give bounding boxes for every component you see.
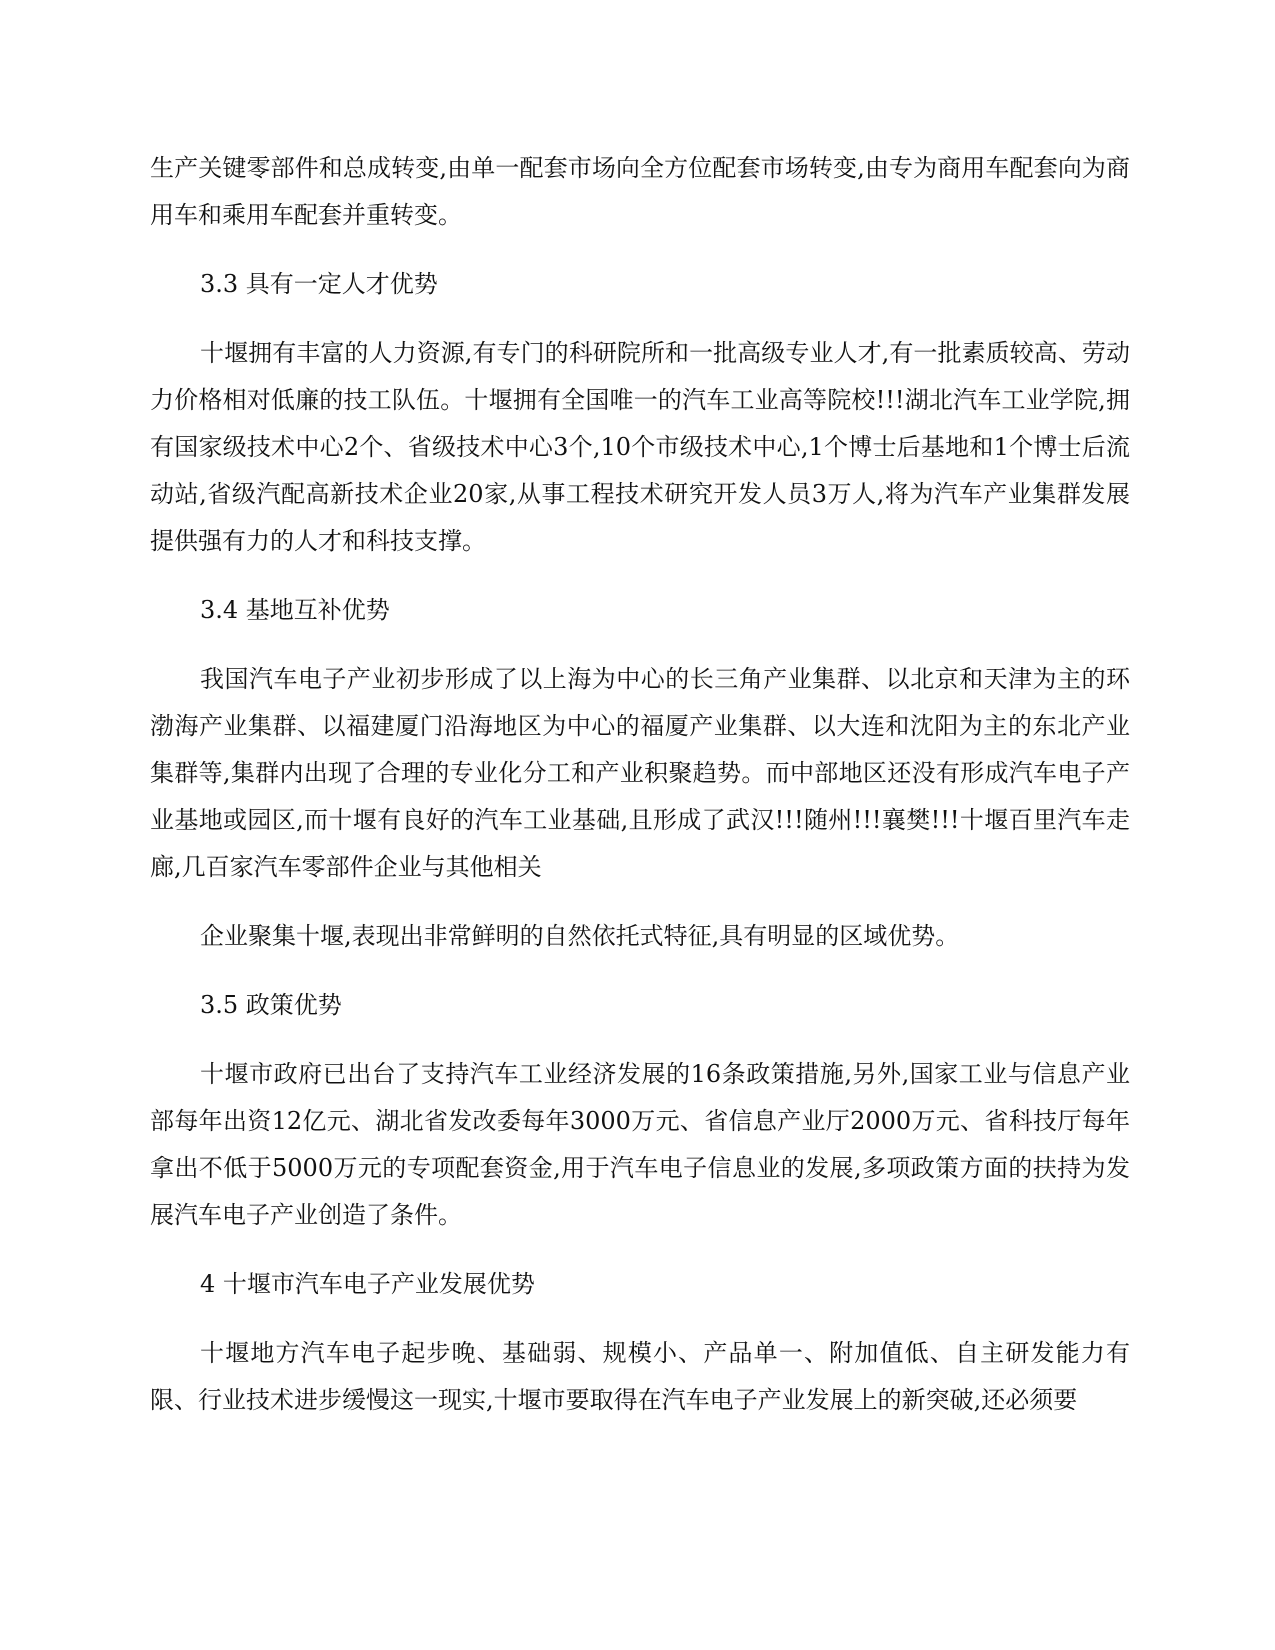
section-heading-3-5: 3.5 政策优势 [200,991,342,1019]
paragraph-talent: 十堰拥有丰富的人力资源,有专门的科研院所和一批高级专业人才,有一批素质较高、劳动力价格相对低廉的技工队伍。十堰拥有全国唯一的汽车工业高等院校!!!湖北汽车工业学院,拥有国家级技术中心2个、省级技术中心3个,10个市级技术中心,1个博士后基地和1个博士后流动站,省级汽配高新技术企业20家,从事工程技术研究开发人员3万人,将为汽车产业集群发展提供强有力的人才和科技支撑。 [150,339,1130,555]
document-page [150,145,1130,1424]
paragraph-base-complement: 我国汽车电子产业初步形成了以上海为中心的长三角产业集群、以北京和天津为主的环渤海产业集群、以福建厦门沿海地区为中心的福厦产业集群、以大连和沈阳为主的东北产业集群等,集群内出现了合理的专业化分工和产业积聚趋势。而中部地区还没有形成汽车电子产业基地或园区,而十堰有良好的汽车工业基础,且形成了武汉!!!随州!!!襄樊!!!十堰百里汽车走廊,几百家汽车零部件企业与其他相关 [150,665,1130,881]
paragraph-regional-advantage: 企业聚集十堰,表现出非常鲜明的自然依托式特征,具有明显的区域优势。 [200,922,960,950]
paragraph-continuation: 生产关键零部件和总成转变,由单一配套市场向全方位配套市场转变,由专为商用车配套向为商用车和乘用车配套并重转变。 [150,154,1130,229]
paragraph-policy: 十堰市政府已出台了支持汽车工业经济发展的16条政策措施,另外,国家工业与信息产业部每年出资12亿元、湖北省发改委每年3000万元、省信息产业厅2000万元、省科技厅每年拿出不低于5000万元的专项配套资金,用于汽车电子信息业的发展,多项政策方面的扶持为发展汽车电子产业创造了条件。 [150,1060,1130,1229]
section-heading-4: 4 十堰市汽车电子产业发展优势 [200,1270,535,1298]
section-heading-3-4: 3.4 基地互补优势 [200,596,390,624]
paragraph-development: 十堰地方汽车电子起步晚、基础弱、规模小、产品单一、附加值低、自主研发能力有限、行业技术进步缓慢这一现实,十堰市要取得在汽车电子产业发展上的新突破,还必须要 [150,1339,1130,1414]
section-heading-3-3: 3.3 具有一定人才优势 [200,270,438,298]
